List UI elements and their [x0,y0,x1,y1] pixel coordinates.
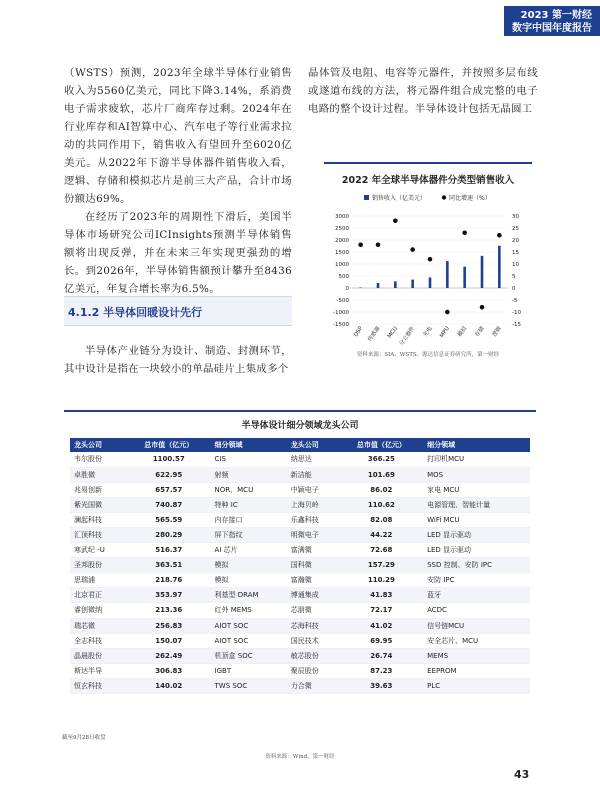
market-cap-cell: 72.68 [340,543,424,558]
category-tick-label: 光电 [422,325,434,339]
segment-cell: TWS SOC [211,678,287,693]
header-market-cap-1: 总市值（亿元） [127,438,211,452]
company-name-cell: 兆易创新 [70,482,127,497]
market-cap-cell: 363.51 [127,558,211,573]
company-name-cell: 纳思达 [287,452,340,467]
sales-bar [481,256,484,288]
segment-cell: 特种 IC [211,497,287,512]
company-name-cell: 富满微 [287,543,340,558]
market-cap-cell: 157.29 [340,558,424,573]
left-axis-tick-label: 0 [345,286,349,292]
table-row [70,527,530,542]
growth-marker [480,305,485,310]
market-cap-cell: 86.02 [340,482,424,497]
table-row [70,482,530,497]
table-title: 半导体设计细分领域龙头公司 [241,421,359,431]
left-axis-tick-label: -1000 [333,310,349,316]
segment-cell: LED 显示驱动 [423,527,530,542]
category-tick-label: MCU [386,325,399,340]
company-name-cell: 瑞芯微 [70,618,127,633]
sales-bar [463,267,466,288]
right-axis-tick-label: -10 [512,310,521,316]
segment-cell: PLC [423,678,530,693]
market-cap-cell: 213.36 [127,603,211,618]
segment-cell: 射频 [211,467,287,482]
report-title-banner [504,6,600,36]
market-cap-cell: 218.76 [127,573,211,588]
growth-marker [358,243,363,248]
table-header-row [70,438,530,452]
growth-marker [445,310,450,315]
left-axis-tick-label: 3000 [335,214,349,220]
company-name-cell: 芯海科技 [287,618,340,633]
left-axis-tick-label: 500 [338,274,349,280]
right-axis-tick-label: 10 [512,262,519,268]
legend-label-growth: 同比增速（%） [449,195,491,202]
company-name-cell: 北京君正 [70,588,127,603]
company-name-cell: 寒武纪 -U [70,543,127,558]
company-name-cell: 乐鑫科技 [287,512,340,527]
company-name-cell: 汇顶科技 [70,527,127,542]
market-cap-cell: 26.74 [340,648,424,663]
right-column-text [308,64,538,118]
table-row [70,618,530,633]
growth-marker [376,243,381,248]
growth-marker [410,247,415,252]
company-name-cell: 博通集成 [287,588,340,603]
header-segment-1: 细分领域 [211,438,287,452]
right-axis-tick-label: 0 [512,286,516,292]
company-name-cell: 韦尔股份 [70,452,127,467]
table-row [70,633,530,648]
market-cap-cell: 306.83 [127,663,211,678]
right-axis-tick-label: 15 [512,250,519,256]
left-axis-tick-label: 1000 [335,262,349,268]
market-cap-cell: 110.29 [340,573,424,588]
segment-cell: AIOT SOC [211,618,287,633]
table-note: 截至9月28日收盘 [62,735,106,741]
market-cap-cell: 353.97 [127,588,211,603]
table-row [70,543,530,558]
company-name-cell: 力合微 [287,678,340,693]
header-segment-2: 细分领域 [423,438,530,452]
paragraph-icinsights: 在经历了2023年的周期性下滑后，美国半导体市场研究公司ICInsights预测半导体销售额将出现反弹，并在未来三年实现更强劲的增长。到2026年，半导体销售额预计攀升至8436亿美元，年复合增长率为6.5%。 [64,211,292,295]
right-axis-tick-label: 5 [512,274,516,280]
category-tick-label: MPU [439,325,451,340]
legend-swatch-bar [364,195,369,200]
market-cap-cell: 82.08 [340,512,424,527]
header-company-1: 龙头公司 [70,438,127,452]
market-cap-cell: 87.23 [340,663,424,678]
table-row [70,452,530,467]
section-heading: 4.1.2 半导体回暖设计先行 [64,296,292,326]
company-name-cell: 国科微 [287,558,340,573]
market-cap-cell: 516.37 [127,543,211,558]
table-row [70,588,530,603]
market-cap-cell: 565.59 [127,512,211,527]
market-cap-cell: 1100.57 [127,452,211,467]
segment-cell: 利基型 DRAM [211,588,287,603]
market-cap-cell: 740.87 [127,497,211,512]
segment-cell: 红外 MEMS [211,603,287,618]
segment-cell: 模拟 [211,558,287,573]
company-name-cell: 新洁能 [287,467,340,482]
chart-canvas [324,188,532,348]
market-cap-cell: 262.49 [127,648,211,663]
table-row [70,573,530,588]
table-row [70,512,530,527]
sales-bar [429,277,432,288]
page-header [0,0,600,42]
sales-bar [446,261,449,288]
category-tick-label: 逻辑 [491,325,503,339]
segment-cell: CIS [211,452,287,467]
left-axis-tick-label: -500 [336,298,349,304]
growth-marker [393,219,398,224]
left-axis-tick-label: -1500 [333,322,349,328]
legend-label-sales: 销售收入（亿美元） [372,195,427,202]
segment-cell: 屏下指纹 [211,527,287,542]
company-name-cell: 恒玄科技 [70,678,127,693]
company-name-cell: 思瑞浦 [70,573,127,588]
segment-cell: SSD 控制、安防 IPC [423,558,530,573]
report-year-title: 2023 第一财经 [520,10,592,21]
segment-cell: 家电 MCU [423,482,530,497]
company-name-cell: 上海贝岭 [287,497,340,512]
table-row [70,663,530,678]
market-cap-cell: 110.62 [340,497,424,512]
market-cap-cell: 41.83 [340,588,424,603]
company-name-cell: 中颖电子 [287,482,340,497]
segment-cell: 安防 IPC [423,573,530,588]
market-cap-cell: 69.95 [340,633,424,648]
right-axis-tick-label: 20 [512,238,519,244]
segment-cell: 内存接口 [211,512,287,527]
chart-title: 2022 年全球半导体器件分类型销售收入 [341,175,515,186]
legend-swatch-marker [442,195,446,199]
chart-source: 资料来源：SIA、WSTS、源达信息证券研究所，第一财经 [356,352,500,358]
company-name-cell: 芯朋微 [287,603,340,618]
segment-cell: 信号链MCU [423,618,530,633]
company-name-cell: 卓胜微 [70,467,127,482]
market-cap-cell: 44.22 [340,527,424,542]
market-cap-cell: 622.95 [127,467,211,482]
segment-cell: 安全芯片、MCU [423,633,530,648]
left-axis-tick-label: 2500 [335,226,349,232]
market-cap-cell: 256.83 [127,618,211,633]
sales-bar [377,283,380,288]
left-column-text [64,64,292,298]
sales-bar [498,246,501,288]
paragraph-design-intro: 晶体管及电阻、电容等元器件，并按照多层布线或遂道布线的方法，将元器件组合成完整的电子电路的整个设计过程。半导体设计包括无晶圆工 [308,67,538,115]
left-axis-tick-label: 2000 [335,238,349,244]
company-name-cell: 聚辰股份 [287,663,340,678]
header-company-2: 龙头公司 [287,438,340,452]
right-axis-tick-label: -5 [512,298,518,304]
report-subtitle: 数字中国年度报告 [512,23,592,34]
market-cap-cell: 140.02 [127,678,211,693]
design-leaders-table [70,438,530,694]
segment-cell: 机顶盒 SOC [211,648,287,663]
category-tick-label: 存储 [474,325,486,339]
right-axis-tick-label: 30 [512,214,519,220]
header-market-cap-2: 总市值（亿元） [340,438,424,452]
paragraph-industry-chain: 半导体产业链分为设计、制造、封测环节，其中设计是指在一块较小的单晶硅片上集成多个 [64,345,292,375]
segment-cell: 蓝牙 [423,588,530,603]
segment-cell: LED 显示驱动 [423,543,530,558]
paragraph-wsts: （WSTS）预测，2023年全球半导体行业销售收入为5560亿美元，同比下降3.14%，系消费电子需求疲软，芯片厂商库存过剩。2024年在行业库存和AI智算中心、汽车电子等行业需求拉动的共同作用下，销售收入有望回升至6020亿美元。从2022年下游半导体器件销售收入看，逻辑、存储和模拟芯片是前三大产品，合计市场份额达69%。 [64,67,292,205]
growth-marker [462,231,467,236]
segment-cell: 模拟 [211,573,287,588]
market-cap-cell: 39.63 [340,678,424,693]
category-tick-label: 分立器件 [398,325,417,348]
right-axis-tick-label: -15 [512,322,521,328]
company-name-cell: 圣邦股份 [70,558,127,573]
table-row [70,558,530,573]
left-axis-tick-label: 1500 [335,250,349,256]
sales-chart [324,162,532,346]
company-name-cell: 澜起科技 [70,512,127,527]
segment-cell: 电源管理、智能计量 [423,497,530,512]
sales-bar [411,280,414,288]
table-row [70,467,530,482]
category-tick-label: 传感器 [367,325,382,343]
table-row [70,678,530,693]
market-cap-cell: 366.25 [340,452,424,467]
company-name-cell: 敏芯股份 [287,648,340,663]
company-name-cell: 斯达半导 [70,663,127,678]
right-axis-tick-label: 25 [512,226,519,232]
segment-cell: IGBT [211,663,287,678]
company-name-cell: 晶晨股份 [70,648,127,663]
design-paragraph-block [64,342,292,378]
table-source: 资料来源：Wind，第一财经 [265,754,335,760]
market-cap-cell: 150.07 [127,633,211,648]
segment-cell: MEMS [423,648,530,663]
company-name-cell: 睿创微纳 [70,603,127,618]
segment-cell: MOS [423,467,530,482]
market-cap-cell: 72.17 [340,603,424,618]
table-row [70,603,530,618]
company-name-cell: 富瀚微 [287,573,340,588]
table-row [70,648,530,663]
segment-cell: NOR、MCU [211,482,287,497]
sales-bar [394,281,397,288]
segment-cell: WiFi MCU [423,512,530,527]
market-cap-cell: 101.69 [340,467,424,482]
company-name-cell: 国民技术 [287,633,340,648]
segment-cell: AI 芯片 [211,543,287,558]
page-number: 43 [514,768,530,781]
company-name-cell: 紫光国微 [70,497,127,512]
segment-cell: AIOT SOC [211,633,287,648]
segment-cell: 打印机MCU [423,452,530,467]
segment-cell: ACDC [423,603,530,618]
category-tick-label: 模拟 [457,325,469,339]
company-name-cell: 明微电子 [287,527,340,542]
category-tick-label: DSP [353,325,365,339]
market-cap-cell: 280.29 [127,527,211,542]
company-name-cell: 全志科技 [70,633,127,648]
market-cap-cell: 41.02 [340,618,424,633]
segment-cell: EEPROM [423,663,530,678]
growth-marker [428,257,433,262]
table-row [70,497,530,512]
growth-marker [497,233,502,238]
market-cap-cell: 657.57 [127,482,211,497]
design-leaders-table-panel [64,410,536,732]
